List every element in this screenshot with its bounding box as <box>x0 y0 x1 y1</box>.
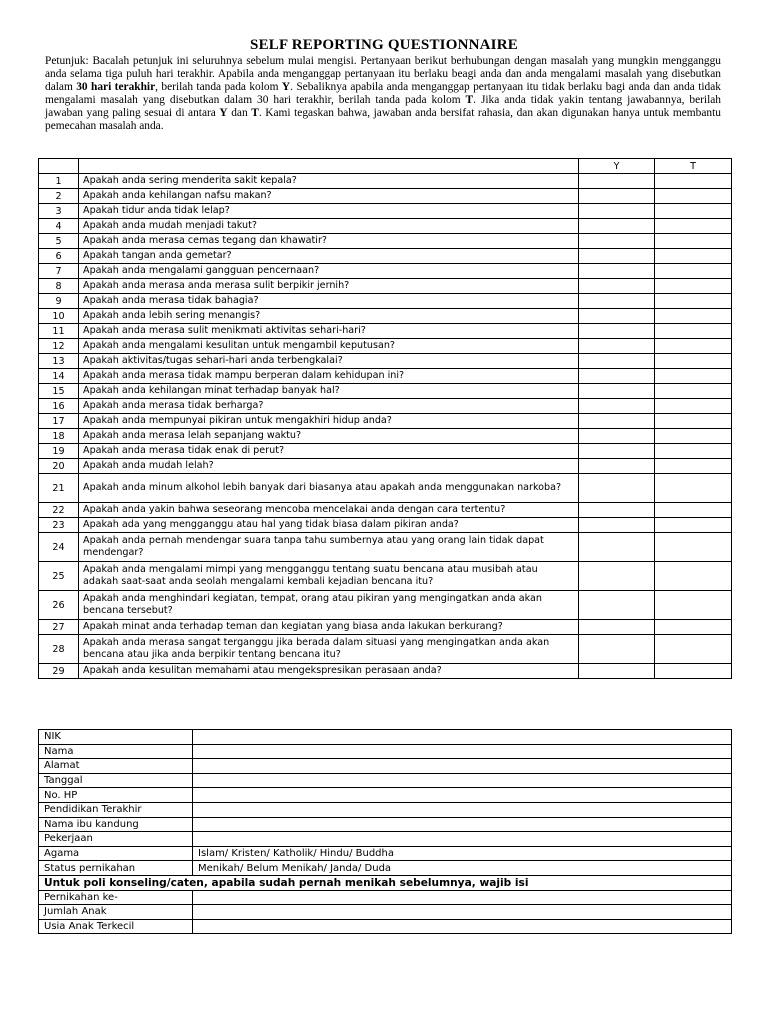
question-text: Apakah anda merasa sangat terganggu jika berada dalam situasi yang mengingatkan anda akan bencana atau jika anda berpikir tentang bencana itu? <box>79 635 579 664</box>
question-number: 2 <box>39 189 79 204</box>
identity-field-row <box>39 773 732 788</box>
answer-no-cell[interactable] <box>655 474 732 503</box>
question-number: 22 <box>39 503 79 518</box>
answer-yes-cell[interactable] <box>579 429 655 444</box>
identity-field-value[interactable] <box>193 802 732 817</box>
question-number: 13 <box>39 354 79 369</box>
identity-field-value[interactable]: Islam/ Kristen/ Katholik/ Hindu/ Buddha <box>193 846 732 861</box>
question-number: 21 <box>39 474 79 503</box>
identity-field-value[interactable] <box>193 890 732 905</box>
instructions-emphasis: 30 hari terakhir <box>76 81 156 93</box>
answer-no-cell[interactable] <box>655 591 732 620</box>
question-row <box>39 354 732 369</box>
identity-field-value[interactable] <box>193 759 732 774</box>
identity-field-label: Alamat <box>39 759 193 774</box>
answer-yes-cell[interactable] <box>579 562 655 591</box>
identity-field-label: Status pernikahan <box>39 861 193 876</box>
identity-field-label: NIK <box>39 730 193 745</box>
identity-field-value[interactable] <box>193 744 732 759</box>
identity-field-label: Pendidikan Terakhir <box>39 802 193 817</box>
instructions-emphasis: Y <box>219 107 228 119</box>
question-text: Apakah tangan anda gemetar? <box>79 249 579 264</box>
answer-no-cell[interactable] <box>655 562 732 591</box>
answer-no-cell[interactable] <box>655 354 732 369</box>
answer-no-cell[interactable] <box>655 264 732 279</box>
answer-yes-cell[interactable] <box>579 620 655 635</box>
identity-field-row <box>39 905 732 920</box>
question-row <box>39 279 732 294</box>
question-text: Apakah anda mudah lelah? <box>79 459 579 474</box>
identity-field-row <box>39 744 732 759</box>
question-text: Apakah anda minum alkohol lebih banyak dari biasanya atau apakah anda menggunakan narkoba? <box>79 474 579 503</box>
question-row <box>39 620 732 635</box>
answer-yes-cell[interactable] <box>579 294 655 309</box>
instructions-emphasis: T <box>251 107 259 119</box>
question-number: 26 <box>39 591 79 620</box>
question-number: 27 <box>39 620 79 635</box>
identity-field-value[interactable] <box>193 817 732 832</box>
identity-form-table <box>38 729 732 934</box>
identity-field-value[interactable]: Menikah/ Belum Menikah/ Janda/ Duda <box>193 861 732 876</box>
question-row <box>39 503 732 518</box>
question-text: Apakah anda merasa tidak enak di perut? <box>79 444 579 459</box>
answer-no-cell[interactable] <box>655 339 732 354</box>
answer-yes-cell[interactable] <box>579 204 655 219</box>
instructions-text: Petunjuk: Bacalah petunjuk ini seluruhnya sebelum mulai mengisi. Pertanyaan berikut berhubungan dengan masalah yang mungkin mengganggu anda selama tiga puluh hari terakhir. Apabila anda menganggap pertanyaan itu berlaku beagi anda dan anda mengalami masalah yang disebutkan dalam <box>45 55 721 93</box>
answer-no-cell[interactable] <box>655 189 732 204</box>
question-row <box>39 219 732 234</box>
answer-yes-cell[interactable] <box>579 444 655 459</box>
question-text: Apakah anda merasa tidak berharga? <box>79 399 579 414</box>
answer-no-cell[interactable] <box>655 429 732 444</box>
answer-yes-cell[interactable] <box>579 591 655 620</box>
answer-no-cell[interactable] <box>655 234 732 249</box>
identity-field-row <box>39 817 732 832</box>
instructions-emphasis: Y <box>281 81 291 93</box>
question-text: Apakah anda sering menderita sakit kepala? <box>79 174 579 189</box>
question-text: Apakah anda merasa lelah sepanjang waktu? <box>79 429 579 444</box>
instructions-text: . Sebaliknya apabila anda menganggap pertanyaan itu tidak berlaku bagi anda dan anda tidak mengalami masalah yang disebutkan dalam 30 hari terakhir, berilah tanda pada kolom <box>45 81 722 106</box>
identity-field-label: Pernikahan ke- <box>39 890 193 905</box>
identity-field-row <box>39 861 732 876</box>
question-row <box>39 309 732 324</box>
questionnaire-body <box>39 174 732 679</box>
question-text: Apakah anda mengalami mimpi yang mengganggu tentang suatu bencana atau musibah atau adakah saat-saat anda seolah mengalami kembali kejadian bencana itu? <box>79 562 579 591</box>
question-number: 18 <box>39 429 79 444</box>
question-text: Apakah anda pernah mendengar suara tanpa tahu sumbernya atau yang orang lain tidak dapat mendengar? <box>79 533 579 562</box>
identity-field-label: Tanggal <box>39 773 193 788</box>
question-row <box>39 459 732 474</box>
answer-yes-cell[interactable] <box>579 324 655 339</box>
questionnaire-table <box>38 158 732 679</box>
answer-no-cell[interactable] <box>655 399 732 414</box>
identity-field-row <box>39 802 732 817</box>
answer-yes-cell[interactable] <box>579 518 655 533</box>
question-number: 15 <box>39 384 79 399</box>
answer-yes-cell[interactable] <box>579 533 655 562</box>
answer-yes-cell[interactable] <box>579 474 655 503</box>
answer-yes-cell[interactable] <box>579 249 655 264</box>
answer-no-cell[interactable] <box>655 249 732 264</box>
identity-field-label: Pekerjaan <box>39 832 193 847</box>
instructions-text: , berilah tanda pada kolom <box>155 81 282 93</box>
page-title: SELF REPORTING QUESTIONNAIRE <box>250 37 518 53</box>
question-row <box>39 444 732 459</box>
no-column-header: T <box>655 159 732 174</box>
identity-field-label: Nama <box>39 744 193 759</box>
question-text: Apakah anda mempunyai pikiran untuk mengakhiri hidup anda? <box>79 414 579 429</box>
answer-yes-cell[interactable] <box>579 174 655 189</box>
identity-field-value[interactable] <box>193 919 732 934</box>
question-text: Apakah anda merasa cemas tegang dan khawatir? <box>79 234 579 249</box>
identity-field-row <box>39 832 732 847</box>
question-text: Apakah anda mengalami gangguan pencernaan? <box>79 264 579 279</box>
identity-form-body <box>39 730 732 934</box>
answer-no-cell[interactable] <box>655 279 732 294</box>
instructions-text: dan <box>227 107 252 119</box>
answer-no-cell[interactable] <box>655 620 732 635</box>
question-number: 6 <box>39 249 79 264</box>
identity-field-label: Usia Anak Terkecil <box>39 919 193 934</box>
question-number: 12 <box>39 339 79 354</box>
answer-yes-cell[interactable] <box>579 399 655 414</box>
answer-yes-cell[interactable] <box>579 279 655 294</box>
question-text: Apakah anda menghindari kegiatan, tempat, orang atau pikiran yang mengingatkan anda akan bencana tersebut? <box>79 591 579 620</box>
question-number: 28 <box>39 635 79 664</box>
question-text: Apakah anda mudah menjadi takut? <box>79 219 579 234</box>
answer-no-cell[interactable] <box>655 518 732 533</box>
question-number: 14 <box>39 369 79 384</box>
answer-no-cell[interactable] <box>655 309 732 324</box>
question-row <box>39 339 732 354</box>
answer-yes-cell[interactable] <box>579 339 655 354</box>
question-number: 29 <box>39 664 79 679</box>
identity-field-row <box>39 846 732 861</box>
question-row <box>39 294 732 309</box>
question-row <box>39 533 732 562</box>
identity-field-label: Jumlah Anak <box>39 905 193 920</box>
question-text: Apakah tidur anda tidak lelap? <box>79 204 579 219</box>
answer-no-cell[interactable] <box>655 174 732 189</box>
question-text: Apakah anda merasa sulit menikmati aktivitas sehari-hari? <box>79 324 579 339</box>
identity-field-label: Nama ibu kandung <box>39 817 193 832</box>
identity-field-value[interactable] <box>193 773 732 788</box>
identity-field-value[interactable] <box>193 788 732 803</box>
identity-field-row <box>39 788 732 803</box>
answer-yes-cell[interactable] <box>579 635 655 664</box>
question-text: Apakah aktivitas/tugas sehari-hari anda terbengkalai? <box>79 354 579 369</box>
question-number: 24 <box>39 533 79 562</box>
identity-field-label: No. HP <box>39 788 193 803</box>
question-text: Apakah anda kehilangan nafsu makan? <box>79 189 579 204</box>
marriage-note-row <box>39 875 732 890</box>
identity-field-row <box>39 730 732 745</box>
answer-no-cell[interactable] <box>655 204 732 219</box>
identity-field-value[interactable] <box>193 832 732 847</box>
instructions-paragraph <box>45 55 721 133</box>
question-row <box>39 429 732 444</box>
question-text: Apakah minat anda terhadap teman dan kegiatan yang biasa anda lakukan berkurang? <box>79 620 579 635</box>
question-row <box>39 369 732 384</box>
question-number: 25 <box>39 562 79 591</box>
question-row <box>39 324 732 339</box>
answer-no-cell[interactable] <box>655 324 732 339</box>
answer-no-cell[interactable] <box>655 219 732 234</box>
answer-no-cell[interactable] <box>655 384 732 399</box>
answer-no-cell[interactable] <box>655 635 732 664</box>
question-number: 11 <box>39 324 79 339</box>
question-row <box>39 174 732 189</box>
question-text: Apakah anda lebih sering menangis? <box>79 309 579 324</box>
identity-field-label: Agama <box>39 846 193 861</box>
question-text: Apakah ada yang mengganggu atau hal yang tidak biasa dalam pikiran anda? <box>79 518 579 533</box>
question-number: 4 <box>39 219 79 234</box>
instructions-text: . Kami tegaskan bahwa, jawaban anda bersifat rahasia, dan akan digunakan hanya untuk membantu pemecahan masalah anda. <box>45 107 721 132</box>
identity-field-row <box>39 890 732 905</box>
identity-field-value[interactable] <box>193 730 732 745</box>
question-number: 10 <box>39 309 79 324</box>
marriage-note: Untuk poli konseling/caten, apabila sudah pernah menikah sebelumnya, wajib isi <box>39 875 732 890</box>
question-text: Apakah anda merasa tidak bahagia? <box>79 294 579 309</box>
answer-yes-cell[interactable] <box>579 354 655 369</box>
answer-yes-cell[interactable] <box>579 459 655 474</box>
answer-no-cell[interactable] <box>655 369 732 384</box>
answer-yes-cell[interactable] <box>579 219 655 234</box>
answer-yes-cell[interactable] <box>579 503 655 518</box>
question-text: Apakah anda mengalami kesulitan untuk mengambil keputusan? <box>79 339 579 354</box>
answer-yes-cell[interactable] <box>579 369 655 384</box>
question-number: 3 <box>39 204 79 219</box>
number-column-header <box>39 159 79 174</box>
answer-no-cell[interactable] <box>655 444 732 459</box>
question-row <box>39 474 732 503</box>
question-number: 7 <box>39 264 79 279</box>
answer-yes-cell[interactable] <box>579 264 655 279</box>
instructions-emphasis: T <box>465 94 474 106</box>
answer-no-cell[interactable] <box>655 414 732 429</box>
answer-yes-cell[interactable] <box>579 414 655 429</box>
questionnaire-header-row <box>39 159 732 174</box>
answer-yes-cell[interactable] <box>579 189 655 204</box>
question-column-header <box>79 159 579 174</box>
question-row <box>39 189 732 204</box>
question-text: Apakah anda merasa anda merasa sulit berpikir jernih? <box>79 279 579 294</box>
identity-field-row <box>39 759 732 774</box>
question-text: Apakah anda kehilangan minat terhadap banyak hal? <box>79 384 579 399</box>
question-number: 5 <box>39 234 79 249</box>
question-text: Apakah anda kesulitan memahami atau mengekspresikan perasaan anda? <box>79 664 579 679</box>
question-row <box>39 635 732 664</box>
answer-no-cell[interactable] <box>655 459 732 474</box>
question-number: 9 <box>39 294 79 309</box>
question-row <box>39 399 732 414</box>
question-row <box>39 562 732 591</box>
question-number: 17 <box>39 414 79 429</box>
question-row <box>39 249 732 264</box>
answer-yes-cell[interactable] <box>579 309 655 324</box>
question-row <box>39 384 732 399</box>
question-row <box>39 414 732 429</box>
answer-no-cell[interactable] <box>655 503 732 518</box>
yes-column-header: Y <box>579 159 655 174</box>
answer-no-cell[interactable] <box>655 294 732 309</box>
question-number: 16 <box>39 399 79 414</box>
question-number: 8 <box>39 279 79 294</box>
question-row <box>39 204 732 219</box>
question-row <box>39 664 732 679</box>
question-text: Apakah anda merasa tidak mampu berperan dalam kehidupan ini? <box>79 369 579 384</box>
answer-yes-cell[interactable] <box>579 234 655 249</box>
answer-yes-cell[interactable] <box>579 384 655 399</box>
answer-no-cell[interactable] <box>655 664 732 679</box>
instructions-text: . Jika anda tidak yakin tentang jawabannya, berilah jawaban yang paling sesuai di antara <box>45 94 721 119</box>
question-row <box>39 591 732 620</box>
answer-no-cell[interactable] <box>655 533 732 562</box>
question-row <box>39 518 732 533</box>
answer-yes-cell[interactable] <box>579 664 655 679</box>
question-number: 19 <box>39 444 79 459</box>
question-number: 20 <box>39 459 79 474</box>
identity-field-value[interactable] <box>193 905 732 920</box>
question-row <box>39 234 732 249</box>
question-text: Apakah anda yakin bahwa seseorang mencoba mencelakai anda dengan cara tertentu? <box>79 503 579 518</box>
identity-field-row <box>39 919 732 934</box>
question-row <box>39 264 732 279</box>
question-number: 23 <box>39 518 79 533</box>
question-number: 1 <box>39 174 79 189</box>
